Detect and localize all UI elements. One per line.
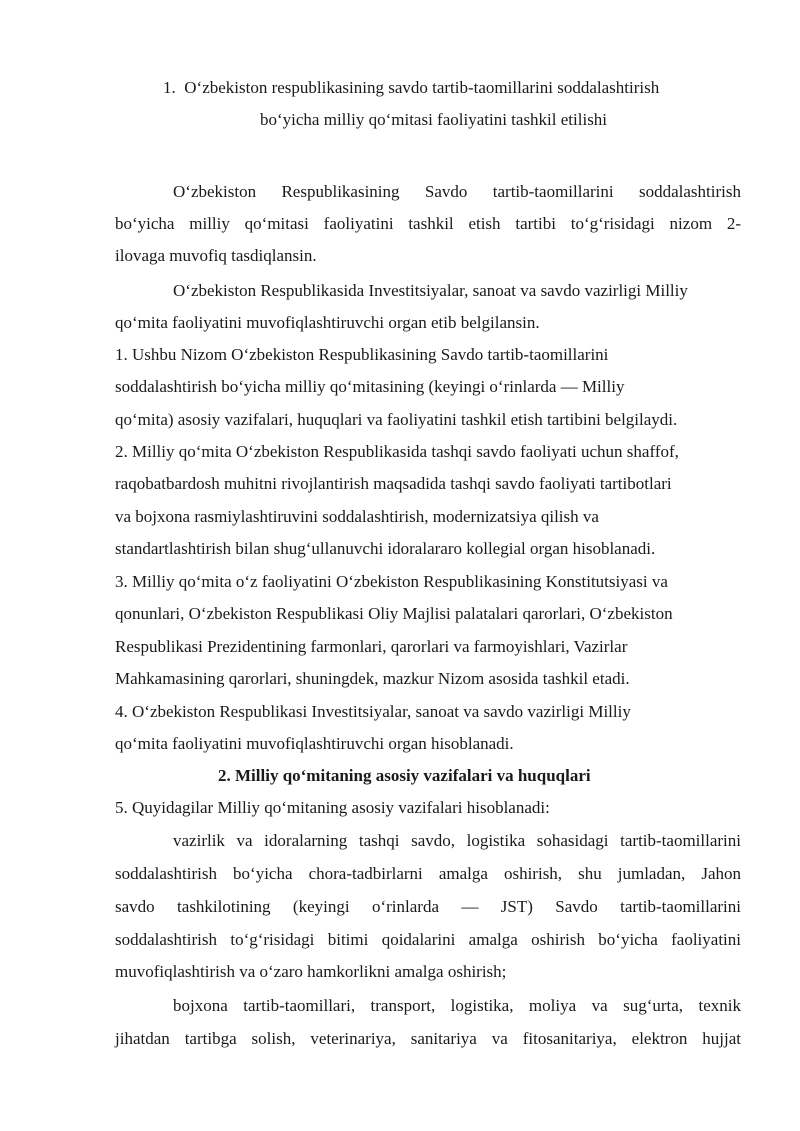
paragraph-1-line-3: ilovaga muvofiq tasdiqlansin. <box>115 246 317 265</box>
paragraph-4-line-2: jihatdan tartibga solish, veterinariya, sanitariya va fitosanitariya, elektron hujjat <box>115 1029 741 1048</box>
item-2-line-4: standartlashtirish bilan shug‘ullanuvchi idoralararo kollegial organ hisoblanadi. <box>115 539 656 558</box>
paragraph-1-line-2: bo‘yicha milliy qo‘mitasi faoliyatini tashkil etish tartibi to‘g‘risidagi nizom 2- <box>115 214 741 233</box>
paragraph-3-line-2: soddalashtirish bo‘yicha chora-tadbirlarni amalga oshirish, shu jumladan, Jahon <box>115 864 741 883</box>
paragraph-3-line-3: savdo tashkilotining (keyingi o‘rinlarda — JST) Savdo tartib-taomillarini <box>115 897 741 916</box>
item-3-line-1: 3. Milliy qo‘mita o‘z faoliyatini O‘zbekiston Respublikasining Konstitutsiyasi va <box>115 572 668 591</box>
item-4-line-2: qo‘mita faoliyatini muvofiqlashtiruvchi organ hisoblanadi. <box>115 734 514 753</box>
item-1-line-2: soddalashtirish bo‘yicha milliy qo‘mitasining (keyingi o‘rinlarda — Milliy <box>115 377 625 396</box>
heading-1-number: 1. <box>163 78 176 97</box>
item-5: 5. Quyidagilar Milliy qo‘mitaning asosiy vazifalari hisoblanadi: <box>115 798 550 817</box>
paragraph-2-line-1: O‘zbekiston Respublikasida Investitsiyalar, sanoat va savdo vazirligi Milliy <box>173 281 688 300</box>
paragraph-2-line-2: qo‘mita faoliyatini muvofiqlashtiruvchi organ etib belgilansin. <box>115 313 540 332</box>
heading-1-text: O‘zbekiston respublikasining savdo tartib-taomillarini soddalashtirish <box>184 78 660 97</box>
paragraph-3-line-1: vazirlik va idoralarning tashqi savdo, logistika sohasidagi tartib-taomillarini <box>173 831 741 850</box>
item-1-line-1: 1. Ushbu Nizom O‘zbekiston Respublikasining Savdo tartib-taomillarini <box>115 345 609 364</box>
heading-1-line-1 <box>163 78 659 98</box>
item-2-line-1: 2. Milliy qo‘mita O‘zbekiston Respublikasida tashqi savdo faoliyati uchun shaffof, <box>115 442 679 461</box>
section-heading-2: 2. Milliy qo‘mitaning asosiy vazifalari va huquqlari <box>218 766 591 785</box>
paragraph-4-line-1: bojxona tartib-taomillari, transport, logistika, moliya va sug‘urta, texnik <box>173 996 741 1015</box>
paragraph-3-line-5: muvofiqlashtirish va o‘zaro hamkorlikni amalga oshirish; <box>115 962 507 981</box>
item-1-line-3: qo‘mita) asosiy vazifalari, huquqlari va faoliyatini tashkil etish tartibini belgilaydi. <box>115 410 678 429</box>
item-3-line-3: Respublikasi Prezidentining farmonlari, qarorlari va farmoyishlari, Vazirlar <box>115 637 628 656</box>
paragraph-3-line-4: soddalashtirish to‘g‘risidagi bitimi qoidalarini amalga oshirish bo‘yicha faoliyatini <box>115 930 741 949</box>
item-4-line-1: 4. O‘zbekiston Respublikasi Investitsiyalar, sanoat va savdo vazirligi Milliy <box>115 702 631 721</box>
item-3-line-2: qonunlari, O‘zbekiston Respublikasi Oliy Majlisi palatalari qarorlari, O‘zbekiston <box>115 604 673 623</box>
item-2-line-2: raqobatbardosh muhitni rivojlantirish maqsadida tashqi savdo faoliyati tartibotlari <box>115 474 672 493</box>
heading-1-line-2: bo‘yicha milliy qo‘mitasi faoliyatini tashkil etilishi <box>260 110 608 129</box>
item-3-line-4: Mahkamasining qarorlari, shuningdek, mazkur Nizom asosida tashkil etadi. <box>115 669 630 688</box>
paragraph-1-line-1: O‘zbekiston Respublikasining Savdo tartib-taomillarini soddalashtirish <box>173 182 741 201</box>
item-2-line-3: va bojxona rasmiylashtiruvini soddalashtirish, modernizatsiya qilish va <box>115 507 599 526</box>
